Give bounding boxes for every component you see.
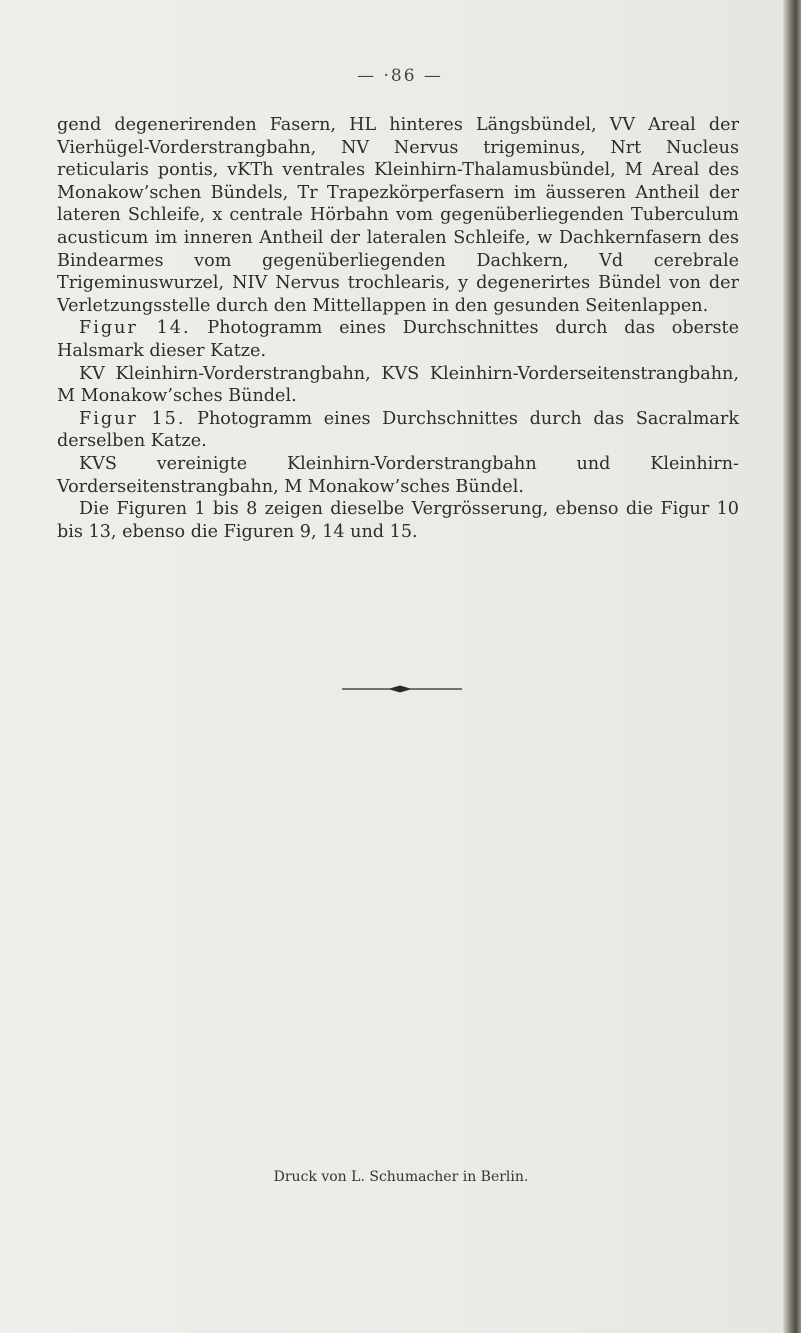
paragraph-figure-14 [57,317,739,362]
page-number: — ·86 — [357,66,443,86]
paragraph-figure-15-legend: KVS vereinigte Kleinhirn-Vorderstrangbahn und Kleinhirn-Vorderseitenstrangbahn, M Monakow’sches Bündel. [57,453,739,497]
paragraph-figure-15 [57,408,739,453]
figure-14-caption: Photogramm eines Durchschnittes durch das oberste Halsmark dieser Katze. [57,318,739,361]
body-text [57,114,739,543]
paragraph-figure-14-legend: KV Kleinhirn-Vorderstrangbahn, KVS Kleinhirn-Vorderseitenstrangbahn, M Monakow’sches Bündel. [57,363,739,407]
figure-15-caption: Photogramm eines Durchschnittes durch das Sacralmark derselben Katze. [57,408,739,452]
figure-14-label: Figur 14. [79,318,191,339]
printer-imprint: Druck von L. Schumacher in Berlin. [273,1169,529,1185]
paragraph-legend-continuation: gend degenerirenden Fasern, HL hinteres Längsbündel, VV Areal der Vierhügel-Vorderstrangbahn, NV Nervus trigeminus, Nrt Nucleus reticularis pontis, vKTh ventrales Kleinhirn-Thalamusbündel, M Areal des Monakow’schen Bündels, Tr Trapezkörperfasern im äusseren Antheil der lateren Schleife, x centrale Hörbahn vom gegenüberliegenden Tuberculum acusticum im inneren Antheil der lateralen Schleife, w Dachkernfasern des Bindearmes vom gegenüberliegenden Dachkern, Vd cerebrale Trigeminuswurzel, NIV Nervus trochlearis, y degenerirtes Bündel von der Verletzungsstelle durch den Mittellappen in den gesunden Seitenlappen. [57,115,739,316]
ornament-rule-icon [340,684,464,694]
figure-15-label: Figur 15. [79,408,186,429]
book-spine-edge [783,0,801,1333]
paragraph-magnification-note: Die Figuren 1 bis 8 zeigen dieselbe Vergrösserung, ebenso die Figur 10 bis 13, ebenso die Figuren 9, 14 und 15. [57,499,739,542]
